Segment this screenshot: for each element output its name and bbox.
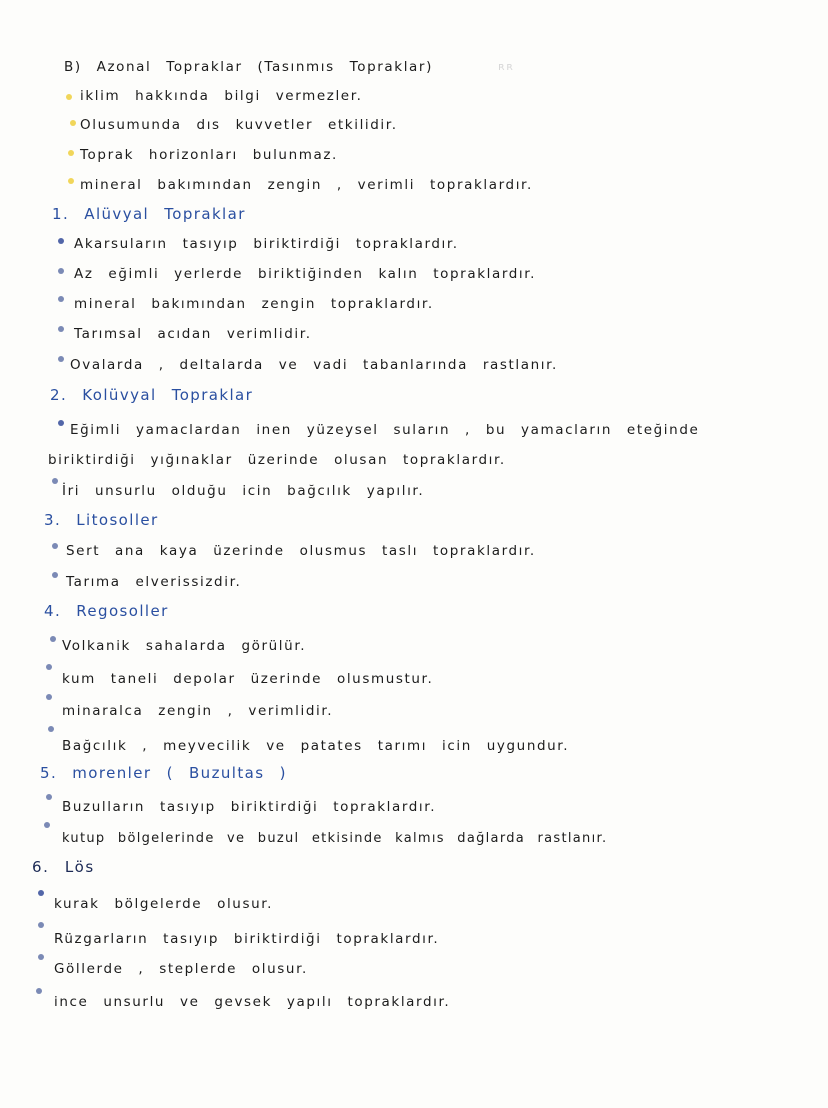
list-item: Tarıma elverissizdir.	[66, 574, 242, 590]
bullet-dot	[38, 890, 44, 896]
bullet-dot	[38, 922, 44, 928]
section-heading: 4. Regosoller	[44, 602, 169, 620]
bullet-dot	[58, 268, 64, 274]
bullet-dot	[58, 238, 64, 244]
bullet-dot	[58, 420, 64, 426]
faint-mark: ʀʀ	[498, 60, 515, 73]
bullet-dot	[46, 794, 52, 800]
list-item: İri unsurlu olduğu icin bağcılık yapılır.	[62, 483, 425, 499]
bullet-dot	[48, 726, 54, 732]
list-item: Volkanik sahalarda görülür.	[62, 638, 307, 654]
bullet-dot	[46, 694, 52, 700]
section-heading: 3. Litosoller	[44, 511, 159, 529]
intro-bullet: Olusumunda dıs kuvvetler etkilidir.	[80, 117, 398, 133]
section-heading: 2. Kolüvyal Topraklar	[50, 386, 254, 404]
section-heading: 6. Lös	[32, 858, 95, 876]
bullet-dot	[52, 478, 58, 484]
bullet-dot	[44, 822, 50, 828]
bullet-dot	[52, 572, 58, 578]
list-item: ince unsurlu ve gevsek yapılı topraklardır.	[54, 994, 451, 1010]
list-item: Eğimli yamaclardan inen yüzeysel suların , bu yamacların eteğinde	[70, 422, 700, 438]
list-item: Rüzgarların tasıyıp biriktirdiği topraklardır.	[54, 931, 440, 947]
page-title: B) Azonal Topraklar (Tasınmıs Topraklar)	[64, 59, 433, 75]
list-item: kurak bölgelerde olusur.	[54, 896, 274, 912]
bullet-dot	[38, 954, 44, 960]
bullet-dot	[36, 988, 42, 994]
bullet-dot	[66, 94, 72, 100]
list-item: Ovalarda , deltalarda ve vadi tabanlarında rastlanır.	[70, 357, 558, 373]
list-item: Sert ana kaya üzerinde olusmus taslı topraklardır.	[66, 543, 536, 559]
bullet-dot	[50, 636, 56, 642]
bullet-dot	[52, 543, 58, 549]
list-item: kutup bölgelerinde ve buzul etkisinde kalmıs dağlarda rastlanır.	[62, 831, 608, 846]
list-item: kum taneli depolar üzerinde olusmustur.	[62, 671, 434, 687]
list-item: Az eğimli yerlerde biriktiğinden kalın topraklardır.	[74, 266, 537, 282]
list-item: Göllerde , steplerde olusur.	[54, 961, 308, 977]
list-item: Bağcılık , meyvecilik ve patates tarımı icin uygundur.	[62, 738, 570, 754]
list-item: biriktirdiği yığınaklar üzerinde olusan topraklardır.	[48, 452, 506, 468]
bullet-dot	[68, 150, 74, 156]
bullet-dot	[68, 178, 74, 184]
bullet-dot	[58, 356, 64, 362]
bullet-dot	[46, 664, 52, 670]
bullet-dot	[58, 296, 64, 302]
list-item: Akarsuların tasıyıp biriktirdiği topraklardır.	[74, 236, 459, 252]
intro-bullet: mineral bakımından zengin , verimli topraklardır.	[80, 177, 533, 193]
section-heading: 1. Alüvyal Topraklar	[52, 205, 246, 223]
list-item: minaralca zengin , verimlidir.	[62, 703, 334, 719]
list-item: mineral bakımından zengin topraklardır.	[74, 296, 434, 312]
intro-bullet: Toprak horizonları bulunmaz.	[80, 147, 338, 163]
bullet-dot	[70, 120, 76, 126]
bullet-dot	[58, 326, 64, 332]
section-heading: 5. morenler ( Buzultas )	[40, 764, 287, 782]
list-item: Buzulların tasıyıp biriktirdiği topraklardır.	[62, 799, 437, 815]
list-item: Tarımsal acıdan verimlidir.	[74, 326, 312, 342]
intro-bullet: iklim hakkında bilgi vermezler.	[80, 88, 363, 104]
